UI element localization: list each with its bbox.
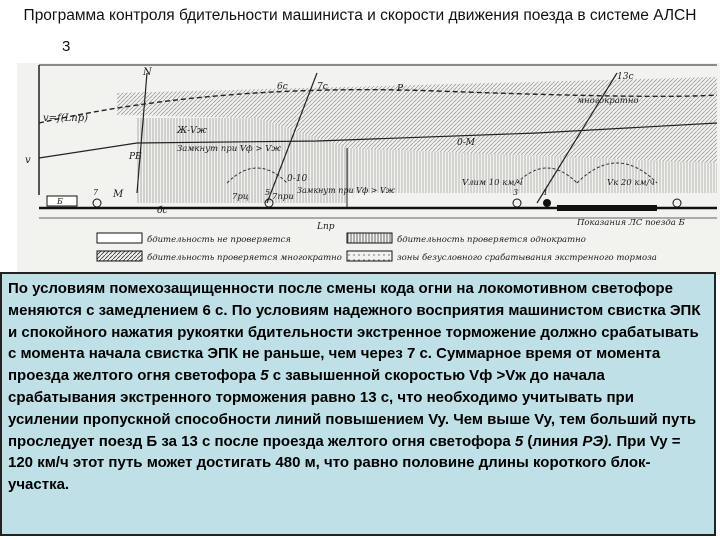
signal-label-5: 5 [265,188,271,197]
label-tpri: 7при [272,192,294,202]
label-locked: Замкнут при Vф > Vж [177,144,281,154]
diagram-scan [17,63,720,275]
label-rb: РБ [129,152,142,162]
signal-ref-1: 5 [260,367,269,385]
legend-box-2 [97,251,142,261]
signal-1 [543,199,551,207]
signal-7 [93,199,101,207]
label-vertical: v [25,155,31,166]
signal-3 [513,199,521,207]
label-vlim: Vлим 10 км/ч [462,178,523,188]
legend-box-1 [97,233,142,243]
description-box [0,272,716,536]
label-lpr: Lпр [317,222,335,232]
track-block [557,205,657,211]
signal-label-7: 7 [93,188,99,197]
legend-text-3: бдительность проверяется однократно [397,235,586,245]
legend-text-4: зоны безусловного срабатывания экстренного тормоза [397,253,657,263]
legend-text-2: бдительность проверяется многократно [147,253,342,263]
label-indication: Показания ЛС поезда Б [577,218,685,228]
label-p: P [397,84,404,94]
legend-text-1: бдительность не проверяется [147,235,291,245]
label-trts: 7рц [232,192,249,202]
text-part-3: (линия [523,432,583,450]
description-text [8,278,708,496]
label-bs: бс [157,206,168,216]
label-vk: Vк 20 км/ч [607,178,655,188]
signal-end [673,199,681,207]
text-part-2: с завышенной скоростью Vф >Vж до начала срабатывания экстренного торможения равно 13 с, что необходимо учитывать при усилении пропускной способности линий повышением Vy. Чем выше Vy, тем больший путь проследует поезд Б за 13 с после проезда желтого огня светофора [8,367,697,450]
label-locked-2: Замкнут при Vф > Vж [297,186,395,195]
legend-box-4 [347,251,392,261]
label-7s: 7с [317,82,328,92]
diagram-svg [17,63,720,275]
line-ref: РЭ). [582,432,613,450]
label-zero-ten: 0-10 [287,174,308,184]
label-repeat: многократно [577,96,639,106]
signal-label-3: 3 [513,188,519,197]
legend-box-3 [347,233,392,243]
label-13s: 13с [617,72,634,82]
slide-number: 3 [62,38,71,55]
signal-label-b: Б [57,197,63,206]
label-speed-func: v=f(Lпр) [43,113,89,124]
label-zero-m: 0-М [457,138,475,148]
signal-ref-2: 5 [514,432,524,450]
signal-label-1: 1 [543,188,549,197]
label-zh-vzh: Ж-Vж [177,126,207,136]
label-n: N [143,67,152,78]
text-part-1: По условиям помехозащищенности после смены кода огни на локомотивном светофоре меняются с замедлением 6 с. По условиям надежного восприятия машинистом свистка ЭПК и спокойного нажатия рукоятки бдительности экстренное торможение должно срабатывать с момента начала свистка ЭПК не раньше, чем через 7 с. Суммарное время от момента проезда желтого огня светофора [8,280,701,385]
text-part-4: При Vy = 120 км/ч этот путь может достигать 480 м, что равно половине длины короткого блок-участка. [8,432,681,494]
label-m: M [113,189,124,200]
label-6s: 6с [277,82,288,92]
page-title: Программа контроля бдительности машиниста и скорости движения поезда в системе АЛСН [23,7,697,24]
